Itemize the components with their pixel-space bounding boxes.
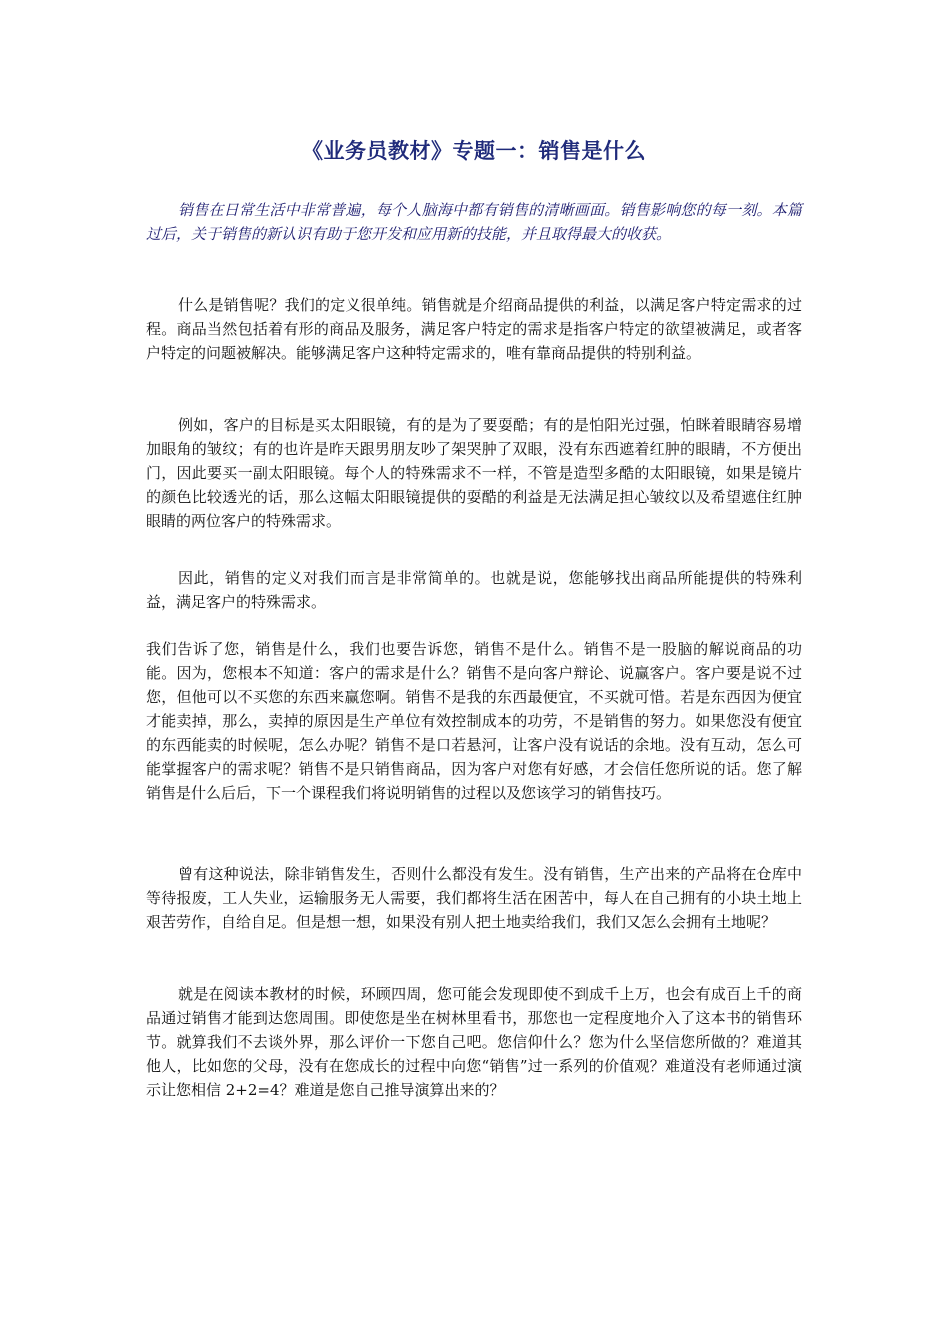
body-paragraph-summary: 因此，销售的定义对我们而言是非常简单的。也就是说，您能够找出商品所能提供的特殊利益，满足客户的特殊需求。 — [146, 569, 802, 611]
body-paragraph-definition: 什么是销售呢？我们的定义很单纯。销售就是介绍商品提供的利益，以满足客户特定需求的过程。商品当然包括着有形的商品及服务，满足客户特定的需求是指客户特定的欲望被满足，或者客户特定的问题被解决。能够满足客户这种特定需求的，唯有靠商品提供的特别利益。 — [146, 296, 802, 362]
page-title: 《业务员教材》专题一：销售是什么 — [302, 139, 646, 163]
body-paragraph-saying: 曾有这种说法，除非销售发生，否则什么都没有发生。没有销售，生产出来的产品将在仓库中等待报废，工人失业，运输服务无人需要，我们都将生活在困苦中，每人在自己拥有的小块土地上艰苦劳作，自给自足。但是想一想，如果没有别人把土地卖给我们，我们又怎么会拥有土地呢？ — [146, 865, 802, 931]
intro-paragraph: 销售在日常生活中非常普遍，每个人脑海中都有销售的清晰画面。销售影响您的每一刻。本篇过后，关于销售的新认识有助于您开发和应用新的技能，并且取得最大的收获。 — [146, 201, 802, 243]
body-paragraph-what-not: 我们告诉了您，销售是什么，我们也要告诉您，销售不是什么。销售不是一股脑的解说商品的功能。因为，您根本不知道：客户的需求是什么？销售不是向客户辩论、说赢客户。客户要是说不过您，但他可以不买您的东西来赢您啊。销售不是我的东西最便宜，不买就可惜。若是东西因为便宜才能卖掉，那么，卖掉的原因是生产单位有效控制成本的功劳，不是销售的努力。如果您没有便宜的东西能卖的时候呢，怎么办呢？销售不是口若悬河，让客户没有说话的余地。没有互动，怎么可能掌握客户的需求呢？销售不是只销售商品，因为客户对您有好感，才会信任您所说的话。您了解销售是什么后后，下一个课程我们将说明销售的过程以及您该学习的销售技巧。 — [146, 640, 802, 802]
body-paragraph-reading: 就是在阅读本教材的时候，环顾四周，您可能会发现即使不到成千上万，也会有成百上千的商品通过销售才能到达您周围。即使您是坐在树林里看书，那您也一定程度地介入了这本书的销售环节。就算我们不去谈外界，那么评价一下您自己吧。您信仰什么？您为什么坚信您所做的？难道其他人，比如您的父母，没有在您成长的过程中向您“销售”过一系列的价值观？难道没有老师通过演示让您相信 2+2=4？难道是您自己推导演算出来的？ — [146, 985, 802, 1099]
body-paragraph-example: 例如，客户的目标是买太阳眼镜，有的是为了要耍酷；有的是怕阳光过强，怕眯着眼睛容易增加眼角的皱纹；有的也许是昨天跟男朋友吵了架哭肿了双眼，没有东西遮着红肿的眼睛，不方便出门，因此要买一副太阳眼镜。每个人的特殊需求不一样，不管是造型多酷的太阳眼镜，如果是镜片的颜色比较透光的话，那么这幅太阳眼镜提供的耍酷的利益是无法满足担心皱纹以及希望遮住红肿眼睛的两位客户的特殊需求。 — [146, 416, 802, 530]
